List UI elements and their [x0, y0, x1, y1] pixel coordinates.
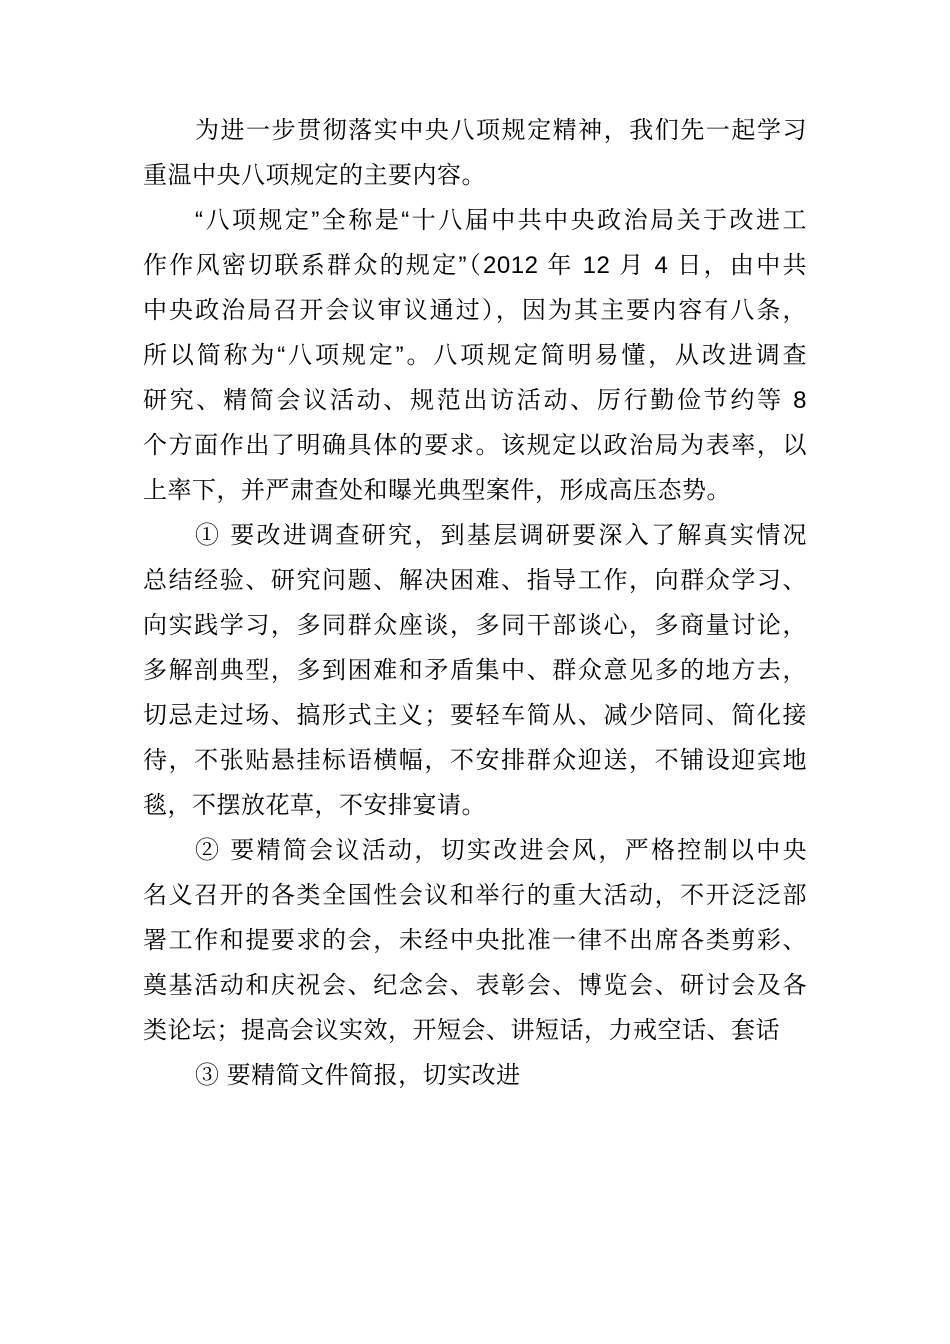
text-line: ② 要精简会议活动，切实改进会风，严格控制以中央	[195, 837, 807, 864]
text-line: 研究、精简会议活动、规范出访活动、厉行勤俭节约等 8	[143, 387, 807, 414]
text-line: 作作风密切联系群众的规定”（2012 年 12 月 4 日，由中共	[143, 252, 807, 279]
text-line: 中央政治局召开会议审议通过），因为其主要内容有八条，	[143, 297, 807, 324]
text-line: 所以简称为“八项规定”。八项规定简明易懂，从改进调查	[143, 342, 807, 369]
text-line: 署工作和提要求的会，未经中央批准一律不出席各类剪彩、	[143, 927, 807, 954]
document-body	[143, 108, 807, 1098]
text-line: “八项规定”全称是“十八届中共中央政治局关于改进工	[195, 207, 807, 234]
text-line: 多解剖典型，多到困难和矛盾集中、群众意见多的地方去，	[143, 657, 807, 684]
paragraph	[143, 513, 807, 828]
paragraph	[143, 1053, 807, 1098]
text-line: 为进一步贯彻落实中央八项规定精神，我们先一起学习	[195, 117, 807, 144]
text-line: ③ 要精简文件简报，切实改进	[195, 1062, 521, 1089]
text-line: 毯，不摆放花草，不安排宴请。	[143, 792, 486, 819]
text-line: 上率下，并严肃查处和曝光典型案件，形成高压态势。	[143, 477, 731, 504]
paragraph	[143, 828, 807, 1053]
text-line: 总结经验、研究问题、解决困难、指导工作，向群众学习、	[143, 567, 807, 594]
text-line: 奠基活动和庆祝会、纪念会、表彰会、博览会、研讨会及各	[143, 972, 807, 999]
paragraph	[143, 198, 807, 513]
text-line: 类论坛；提高会议实效，开短会、讲短话，力戒空话、套话	[143, 1017, 780, 1044]
text-line: ① 要改进调查研究，到基层调研要深入了解真实情况	[195, 522, 807, 549]
text-line: 切忌走过场、搞形式主义；要轻车简从、减少陪同、简化接	[143, 702, 807, 729]
text-line: 名义召开的各类全国性会议和举行的重大活动，不开泛泛部	[143, 882, 807, 909]
text-line: 个方面作出了明确具体的要求。该规定以政治局为表率，以	[143, 432, 807, 459]
text-line: 重温中央八项规定的主要内容。	[143, 162, 486, 189]
text-line: 向实践学习，多同群众座谈，多同干部谈心，多商量讨论，	[143, 612, 807, 639]
paragraph	[143, 108, 807, 198]
text-line: 待，不张贴悬挂标语横幅，不安排群众迎送，不铺设迎宾地	[143, 747, 807, 774]
